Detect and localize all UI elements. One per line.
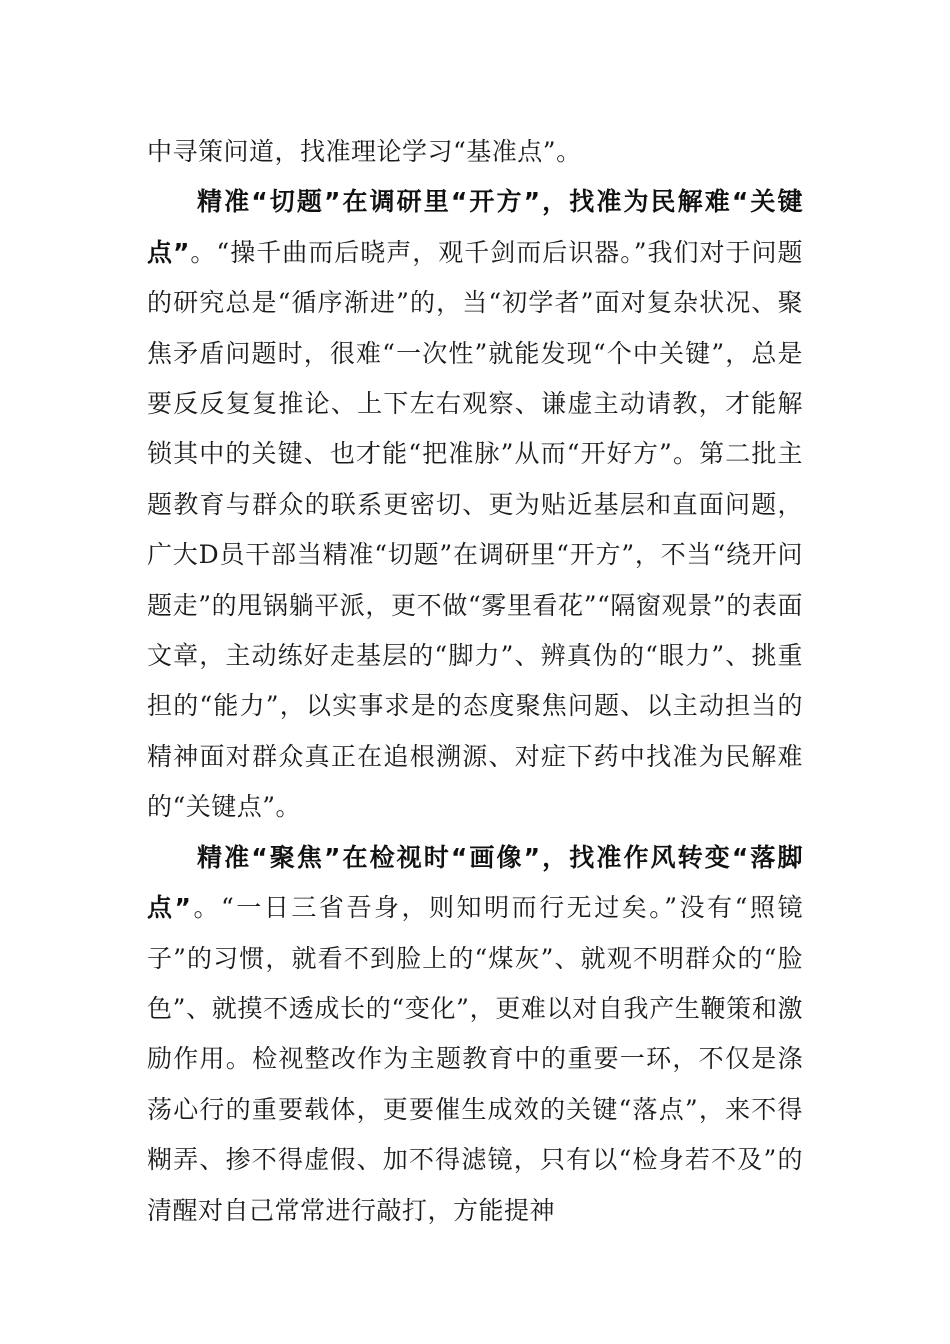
paragraph-key-point	[147, 177, 803, 832]
paragraph-body: 。“操千曲而后晓声，观千剑而后识器。”我们对于问题的研究总是“循序渐进”的，当“初学者”面对复杂状况、聚焦矛盾问题时，很难“一次性”就能发现“个中关键”，总是要反反复复推论、上下左右观察、谦虚主动请教，才能解锁其中的关键、也才能“把准脉”从而“开好方”。第二批主题教育与群众的联系更密切、更为贴近基层和直面问题，广大D员干部当精准“切题”在调研里“开方”，不当“绕开问题走”的甩锅躺平派，更不做“雾里看花”“隔窗观景”的表面文章，主动练好走基层的“脚力”、辨真伪的“眼力”、挑重担的“能力”，以实事求是的态度聚焦问题、以主动担当的精神面对群众真正在追根溯源、对症下药中找准为民解难的“关键点”。	[147, 237, 803, 822]
paragraph-style-change	[147, 833, 803, 1236]
paragraph-body: 。“一日三省吾身，则知明而行无过矣。”没有“照镜子”的习惯，就看不到脸上的“煤灰”、就观不明群众的“脸色”、就摸不透成长的“变化”，更难以对自我产生鞭策和激励作用。检视整改作为主题教育中的重要一环，不仅是涤荡心行的重要载体，更要催生成效的关键“落点”，来不得糊弄、掺不得虚假、加不得滤镜，只有以“检身若不及”的清醒对自己常常进行敲打，方能提神	[147, 893, 803, 1225]
paragraph-continuation	[147, 127, 803, 177]
paragraph-lead-heading: 精准“聚焦”在检视时“画像”，找准作风转变“落脚点”	[147, 842, 803, 923]
document-body	[147, 127, 803, 1236]
paragraph-lead-heading: 精准“切题”在调研里“开方”，找准为民解难“关键点”	[147, 187, 803, 267]
paragraph-body: 中寻策问道，找准理论学习“基准点”。	[147, 137, 582, 166]
